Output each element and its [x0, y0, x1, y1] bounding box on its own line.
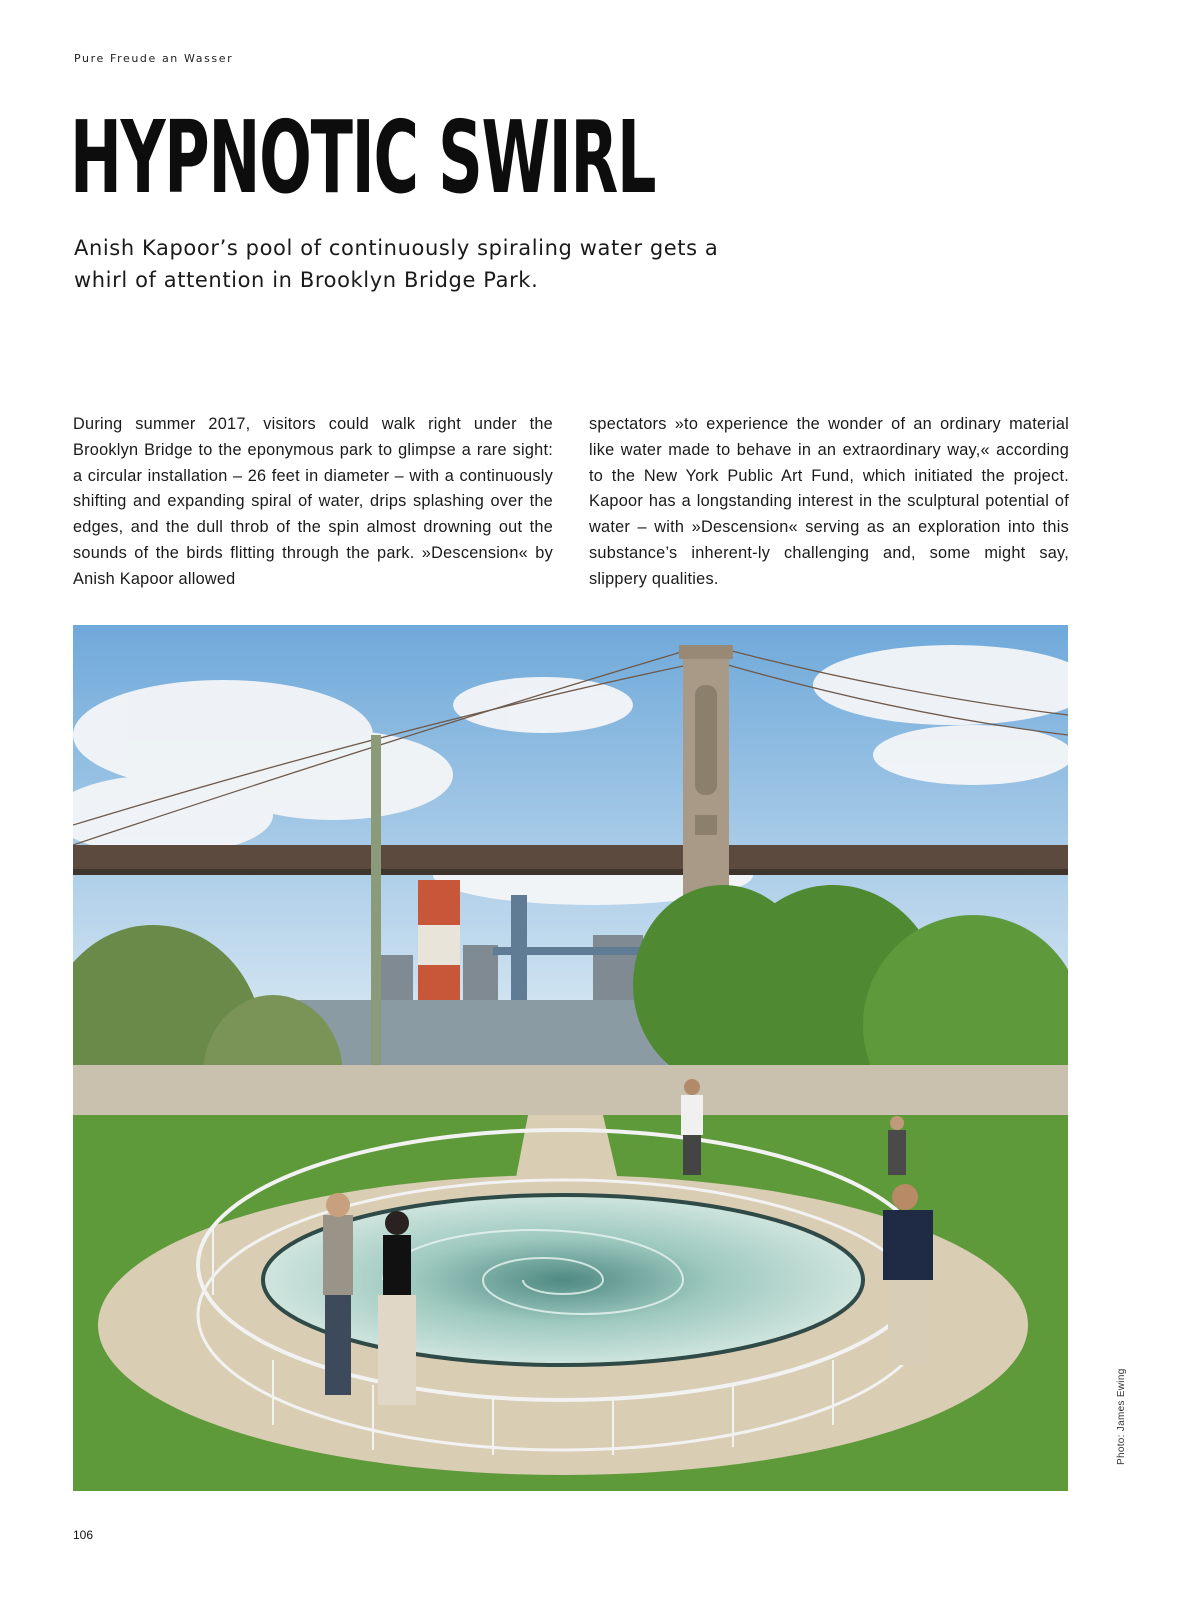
body-column-2: spectators »to experience the wonder of an ordinary material like water made to behave in an extraordinary way,« according to the New York Public Art Fund, which initiated the project. Kapoor has a longstanding interest in the sculptural potential of water – with »Descension« serving as an exploration into this substance’s inherent-ly challenging and, some might say, slippery qualities.: [589, 415, 1069, 588]
article-headline: HYPNOTIC SWIRL: [70, 99, 656, 216]
photo-credit: Photo: James Ewing: [1116, 1368, 1127, 1465]
hero-photo: [73, 625, 1068, 1491]
body-column-1: During summer 2017, visitors could walk right under the Brooklyn Bridge to the eponymous park to glimpse a rare sight: a circular installation – 26 feet in diameter – with a continuously shifting and expanding spiral of water, drips splashing over the edges, and the dull throb of the spin almost drowning out the sounds of the birds flitting through the park. »Descension« by Anish Kapoor allowed: [73, 415, 553, 588]
descension-illustration: [73, 625, 1068, 1491]
utility-pole: [371, 735, 381, 1115]
bridge-deck: [73, 845, 1068, 869]
article-deck: Anish Kapoor’s pool of continuously spiraling water gets a whirl of attention in Brooklyn Bridge Park.: [74, 236, 719, 292]
page-number: 106: [73, 1528, 94, 1542]
section-kicker: Pure Freude an Wasser: [74, 52, 234, 65]
